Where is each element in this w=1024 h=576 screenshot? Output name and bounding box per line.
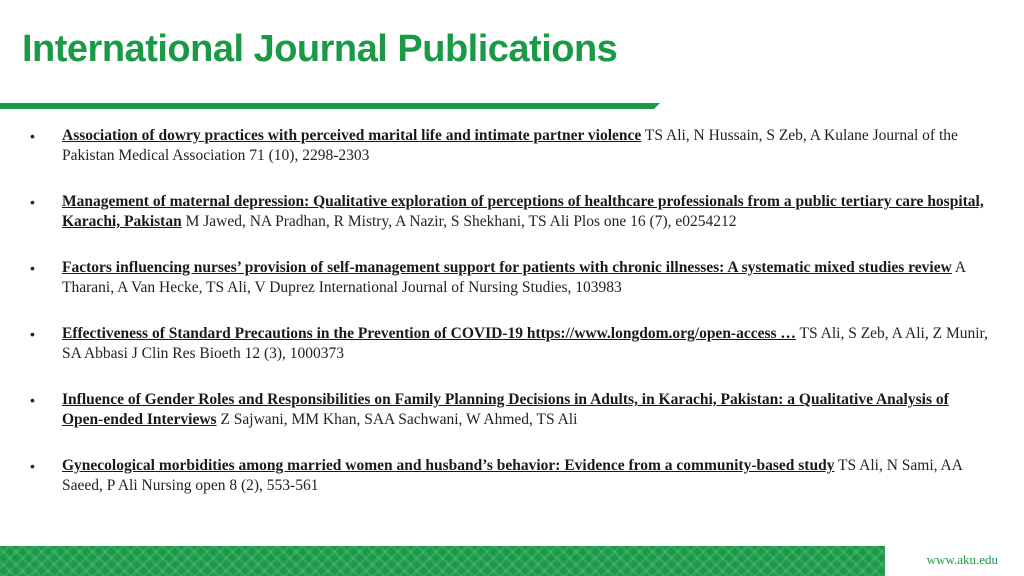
publication-title-link[interactable]: Gynecological morbidities among married women and husband’s behavior: Evidence from a community-based study bbox=[62, 457, 835, 474]
publication-title-link[interactable]: Management of maternal depression: Qualitative exploration of perceptions of healthcare professionals from a public tertiary care hospital, Karachi, Pakistan bbox=[62, 193, 984, 230]
title-underline-bar bbox=[0, 103, 660, 109]
publication-title-link[interactable]: Factors influencing nurses’ provision of self-management support for patients with chronic illnesses: A systematic mixed studies review bbox=[62, 259, 952, 276]
bullet-icon: • bbox=[30, 260, 35, 276]
bullet-icon: • bbox=[30, 392, 35, 408]
publication-details: A Tharani, A Van Hecke, TS Ali, V Duprez International Journal of Nursing Studies, 103983 bbox=[62, 259, 966, 296]
publication-details: TS Ali, N Hussain, S Zeb, A Kulane Journal of the Pakistan Medical Association 71 (10), 2298-2303 bbox=[62, 127, 958, 164]
publication-list bbox=[30, 126, 990, 496]
page-title: International Journal Publications bbox=[22, 28, 618, 70]
publication-title-link[interactable]: Association of dowry practices with perceived marital life and intimate partner violence bbox=[62, 127, 642, 144]
publication-details: TS Ali, S Zeb, A Ali, Z Munir, SA Abbasi J Clin Res Bioeth 12 (3), 1000373 bbox=[62, 325, 988, 362]
publication-item bbox=[30, 456, 990, 496]
bullet-icon: • bbox=[30, 128, 35, 144]
website-link[interactable]: www.aku.edu bbox=[926, 552, 998, 567]
publication-details: M Jawed, NA Pradhan, R Mistry, A Nazir, S Shekhani, TS Ali Plos one 16 (7), e0254212 bbox=[181, 213, 737, 230]
publication-title-link[interactable]: Influence of Gender Roles and Responsibilities on Family Planning Decisions in Adults, in Karachi, Pakistan: a Qualitative Analysis of Open-ended Interviews bbox=[62, 391, 949, 428]
publication-details: Z Sajwani, MM Khan, SAA Sachwani, W Ahmed, TS Ali bbox=[216, 411, 578, 428]
publication-item bbox=[30, 192, 990, 232]
publication-title-link[interactable]: Effectiveness of Standard Precautions in the Prevention of COVID-19 https://www.longdom.org/open-access … bbox=[62, 325, 796, 342]
bullet-icon: • bbox=[30, 194, 35, 210]
publication-item bbox=[30, 390, 990, 430]
publication-details: TS Ali, N Sami, AA Saeed, P Ali Nursing open 8 (2), 553-561 bbox=[62, 457, 963, 494]
publication-item bbox=[30, 126, 990, 166]
bullet-icon: • bbox=[30, 326, 35, 342]
bullet-icon: • bbox=[30, 458, 35, 474]
publication-item bbox=[30, 258, 990, 298]
footer-pattern-bar bbox=[0, 546, 885, 576]
publication-item bbox=[30, 324, 990, 364]
